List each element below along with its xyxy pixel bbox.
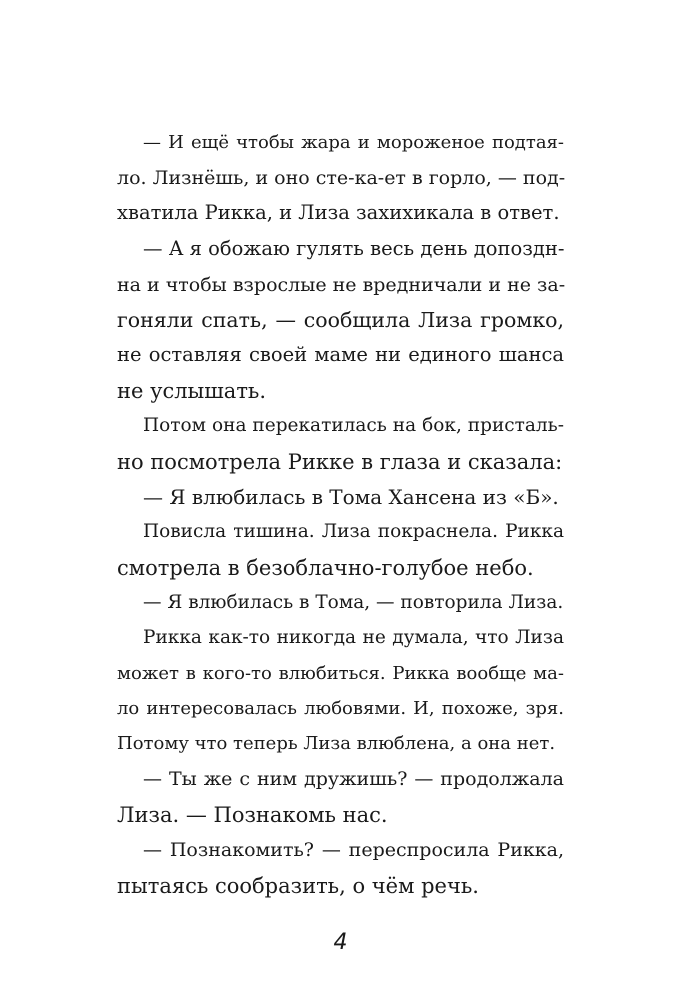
- text-line: — И ещё чтобы жара и мороженое подтая-: [143, 132, 564, 153]
- text-line: пытаясь сообразить, о чём речь.: [117, 874, 479, 898]
- text-line: на и чтобы взрослые не вредничали и не за-: [117, 274, 566, 296]
- text-line: Рикка как-то никогда не думала, что Лиза: [143, 627, 564, 648]
- text-line: не оставляя своей маме ни единого шанса: [117, 343, 564, 366]
- text-line: Повисла тишина. Лиза покраснела. Рикка: [143, 521, 564, 542]
- text-line: гоняли спать, — сообщила Лиза громко,: [117, 308, 564, 332]
- text-line: — Я влюбилась в Тома Хансена из «Б».: [143, 485, 559, 509]
- text-line: — Познакомить? — переспросила Рикка,: [143, 839, 564, 861]
- page-number: 4: [333, 930, 348, 955]
- text-line: но посмотрела Рикке в глаза и сказала:: [117, 450, 563, 474]
- text-line: — Я влюбилась в Тома, — повторила Лиза.: [143, 592, 564, 613]
- text-line: ло интересовалась любовями. И, похоже, зря.: [117, 698, 564, 719]
- text-line: смотрела в безоблачно-голубое небо.: [117, 556, 534, 580]
- text-line: Потом она перекатилась на бок, присталь-: [143, 415, 564, 436]
- text-line: не услышать.: [117, 379, 267, 403]
- text-line: ло. Лизнёшь, и оно сте-ка-ет в горло, — под-: [117, 167, 566, 189]
- text-line: — Ты же с ним дружишь? — продолжала: [143, 768, 564, 790]
- text-line: Лиза. — Познакомь нас.: [117, 803, 388, 827]
- text-line: Потому что теперь Лиза влюблена, а она нет.: [117, 733, 556, 754]
- text-line: может в кого-то влюбиться. Рикка вообще ма-: [117, 663, 564, 684]
- text-line: — А я обожаю гулять весь день допоздн-: [143, 237, 565, 260]
- text-line: хватила Рикка, и Лиза захихикала в ответ.: [117, 201, 560, 224]
